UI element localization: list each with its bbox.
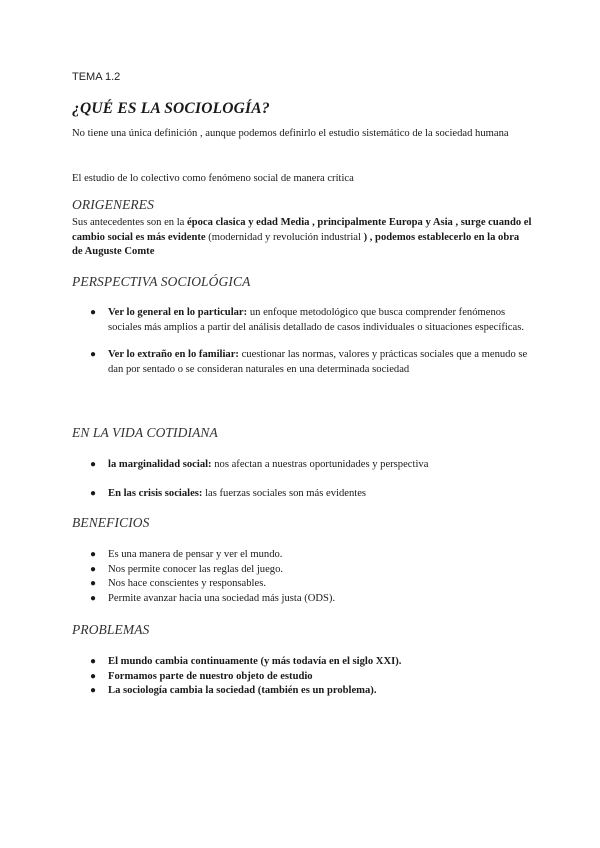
bullet-icon: ● — [90, 307, 97, 318]
item-text: Es una manera de pensar y ver el mundo. — [108, 549, 283, 560]
heading-beneficios: BENEFICIOS — [72, 515, 150, 530]
item-text: Permite avanzar hacia una sociedad más justa (ODS). — [108, 592, 336, 604]
list-item — [72, 487, 532, 502]
topic-number: TEMA 1.2 — [72, 71, 121, 83]
origenes-text-2: (modernidad y revolución industrial — [208, 231, 364, 243]
item-bold: la marginalidad social: — [108, 459, 212, 470]
item-text: nos afectan a nuestras oportunidades y perspectiva — [211, 459, 429, 470]
item-text: El mundo cambia continuamente (y más todavía en el siglo XXI). — [108, 656, 402, 667]
list-item — [72, 306, 532, 335]
item-text: cuestionar las normas, valores y prácticas sociales que a menudo se dan por sentado o se consideran naturales en una determinada sociedad — [108, 349, 528, 375]
bullet-icon: ● — [90, 563, 97, 575]
bullet-icon: ● — [90, 670, 97, 682]
item-bold: Ver lo general en lo particular: — [108, 307, 248, 318]
intro-paragraph-1: No tiene una única definición , aunque podemos definirlo el estudio sistemático de la sociedad humana — [72, 128, 509, 139]
list-item — [72, 548, 532, 563]
item-text: Formamos parte de nuestro objeto de estudio — [108, 670, 313, 682]
vida-list — [72, 458, 532, 501]
perspectiva-list — [72, 306, 532, 377]
bullet-icon: ● — [90, 656, 97, 667]
problemas-list — [72, 655, 532, 699]
list-item — [72, 348, 532, 377]
origenes-paragraph — [72, 216, 532, 260]
item-text: Nos hace conscientes y responsables. — [108, 578, 266, 589]
page-title: ¿QUÉ ES LA SOCIOLOGÍA? — [72, 100, 270, 117]
bullet-icon: ● — [90, 578, 97, 589]
beneficios-list — [72, 548, 532, 606]
bullet-icon: ● — [90, 459, 97, 470]
list-item — [72, 458, 532, 473]
list-item — [72, 670, 532, 685]
item-bold: En las crisis sociales: — [108, 487, 203, 499]
list-item — [72, 577, 532, 592]
bullet-icon: ● — [90, 349, 97, 360]
heading-problemas: PROBLEMAS — [72, 622, 150, 637]
list-item — [72, 592, 532, 607]
bullet-icon: ● — [90, 549, 97, 560]
bullet-icon: ● — [90, 487, 97, 499]
list-item — [72, 655, 532, 670]
item-text: La sociología cambia la sociedad (también es un problema). — [108, 685, 377, 696]
origenes-bold-1: época clasica y edad Media , principalmente Europa y Asia , surge cuando el cambio social es más evidente — [72, 217, 532, 243]
bullet-icon: ● — [90, 685, 97, 696]
heading-vida-cotidiana: EN LA VIDA COTIDIANA — [72, 425, 218, 440]
origenes-text-1: Sus antecedentes son en la — [72, 217, 188, 228]
intro-paragraph-2: El estudio de lo colectivo como fenómeno social de manera crítica — [72, 173, 354, 184]
item-text: las fuerzas sociales son más evidentes — [202, 487, 367, 499]
heading-origenes: ORIGENERES — [72, 197, 154, 212]
item-bold: Ver lo extraño en lo familiar: — [108, 349, 239, 360]
bullet-icon: ● — [90, 592, 97, 604]
list-item — [72, 684, 532, 699]
heading-perspectiva: PERSPECTIVA SOCIOLÓGICA — [72, 274, 251, 289]
origenes-bold-2: ) , podemos establecerlo en la obra de Auguste Comte — [72, 231, 520, 257]
item-text: un enfoque metodológico que busca comprender fenómenos sociales más amplios a partir del análisis detallado de casos individuales o situaciones específicas. — [108, 307, 524, 333]
list-item — [72, 563, 532, 578]
item-text: Nos permite conocer las reglas del juego. — [108, 563, 284, 575]
